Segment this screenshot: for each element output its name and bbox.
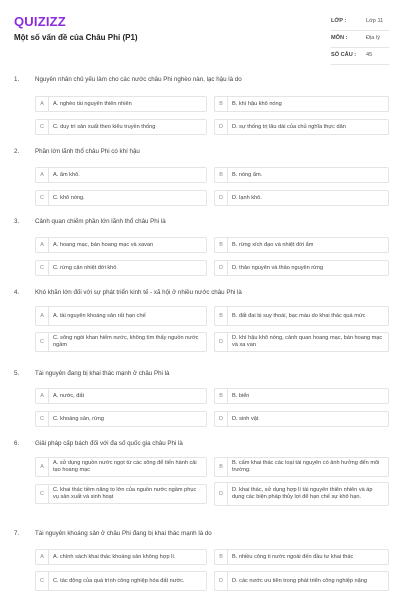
option-text: C. duy trì sản xuất theo kiểu truyền thống	[53, 123, 156, 130]
option-text: D. thảo nguyên và thảo nguyên rừng	[232, 264, 324, 271]
option-d[interactable]	[214, 190, 389, 206]
option-a[interactable]	[35, 306, 207, 326]
option-letter: D	[215, 191, 228, 205]
question-number: 7.	[14, 530, 20, 537]
question-text: Giải pháp cấp bách đối với đa số quốc gia châu Phi là	[35, 440, 183, 447]
option-letter: C	[36, 261, 49, 275]
option-b[interactable]	[214, 306, 389, 326]
option-d[interactable]	[214, 332, 389, 352]
option-letter: B	[215, 97, 228, 111]
option-a[interactable]	[35, 457, 207, 477]
option-letter: B	[215, 550, 228, 564]
option-letter: C	[36, 120, 49, 134]
question-number: 4.	[14, 289, 20, 296]
option-letter: D	[215, 572, 228, 590]
option-letter: B	[215, 389, 228, 403]
option-b[interactable]	[214, 167, 389, 183]
option-text: B. rừng xích đạo và nhiệt đới ẩm	[232, 241, 314, 248]
option-text: B. cấm khai thác các loại tài nguyên có ảnh hưởng đến môi trường.	[232, 460, 380, 473]
meta-subject-value: Địa lý	[366, 35, 380, 41]
option-b[interactable]	[214, 237, 389, 253]
option-b[interactable]	[214, 549, 389, 565]
option-text: B. biển	[232, 392, 250, 399]
meta-count-row	[331, 48, 389, 65]
option-text: D. sự thống trị lâu dài của chủ nghĩa thực dân	[232, 123, 346, 130]
option-letter: B	[215, 458, 228, 476]
option-letter: B	[215, 168, 228, 182]
option-text: C. khai thác tiềm năng to lớn của nguồn nước ngầm phục vụ sản xuất và sinh hoạt	[53, 487, 197, 500]
option-c[interactable]	[35, 190, 207, 206]
option-c[interactable]	[35, 119, 207, 135]
option-text: B. khí hậu khô nóng	[232, 100, 282, 107]
question-number: 5.	[14, 370, 20, 377]
option-letter: A	[36, 238, 49, 252]
option-letter: C	[36, 333, 49, 351]
meta-subject-row	[331, 31, 389, 48]
meta-class-row	[331, 14, 389, 31]
worksheet-meta	[331, 14, 389, 65]
worksheet-title: Một số vấn đề của Châu Phi (P1)	[14, 33, 138, 42]
option-text: D. khí hậu khô nóng, cảnh quan hoang mạc, bán hoang mạc và xa van	[232, 335, 383, 348]
option-letter: C	[36, 485, 49, 503]
option-text: D. khai thác, sử dụng hợp lí tài nguyên thiên nhiên và áp dụng các biện pháp thủy lợi để hạn chế sự khô hạn.	[232, 487, 373, 500]
option-letter: D	[215, 261, 228, 275]
question-text: Cảnh quan chiếm phần lớn lãnh thổ châu Phi là	[35, 218, 166, 225]
meta-class-label: LỚP :	[331, 18, 347, 24]
option-text: A. nước, đất	[53, 392, 85, 399]
option-letter: B	[215, 307, 228, 325]
option-a[interactable]	[35, 388, 207, 404]
question-text: Phần lớn lãnh thổ châu Phi có khí hậu	[35, 148, 140, 155]
option-text: D. sinh vật	[232, 415, 259, 422]
option-a[interactable]	[35, 549, 207, 565]
question-text: Khó khăn lớn đối với sự phát triển kinh tế - xã hội ở nhiều nước châu Phi là	[35, 289, 242, 296]
option-text: A. sử dụng nguồn nước ngọt từ các sông để tiến hành cải tạo hoang mạc	[53, 460, 197, 473]
option-text: A. tài nguyên khoáng sản rất hạn chế	[53, 312, 146, 319]
option-text: D. các nước ưu tiên trong phát triển công nghiệp nặng	[232, 577, 367, 584]
option-letter: C	[36, 412, 49, 426]
option-text: C. khô nóng.	[53, 194, 85, 201]
option-text: B. nóng ẩm.	[232, 171, 263, 178]
option-d[interactable]	[214, 260, 389, 276]
option-letter: C	[36, 191, 49, 205]
option-letter: A	[36, 168, 49, 182]
option-text: A. ẩm khô.	[53, 171, 80, 178]
option-text: C. tác động của quá trình công nghiệp hóa đất nước.	[53, 577, 185, 584]
option-d[interactable]	[214, 571, 389, 591]
option-a[interactable]	[35, 96, 207, 112]
option-letter: D	[215, 412, 228, 426]
option-b[interactable]	[214, 457, 389, 477]
option-c[interactable]	[35, 332, 207, 352]
question-text: Tài nguyên đang bị khai thác mạnh ở châu Phi là	[35, 370, 170, 377]
option-a[interactable]	[35, 167, 207, 183]
option-text: A. chính sách khai thác khoáng sản không hợp lí.	[53, 553, 176, 560]
option-c[interactable]	[35, 571, 207, 591]
option-c[interactable]	[35, 260, 207, 276]
option-letter: A	[36, 97, 49, 111]
option-c[interactable]	[35, 484, 207, 504]
option-letter: D	[215, 483, 228, 505]
option-text: C. khoáng sản, rừng	[53, 415, 105, 422]
option-b[interactable]	[214, 96, 389, 112]
option-text: B. đất đai bị suy thoái, bạc màu do khai thác quá mức	[232, 312, 366, 319]
question-text: Nguyên nhân chủ yếu làm cho các nước châu Phi nghèo nàn, lạc hậu là do	[35, 76, 242, 83]
option-text: D. lạnh khô.	[232, 194, 262, 201]
meta-class-value: Lớp 11	[366, 18, 384, 24]
option-letter: D	[215, 120, 228, 134]
option-c[interactable]	[35, 411, 207, 427]
option-text: A. nghèo tài nguyên thiên nhiên	[53, 100, 132, 107]
option-text: C. sông ngòi khan hiếm nước, không tìm thấy nguồn nước ngầm	[53, 335, 199, 348]
question-number: 6.	[14, 440, 20, 447]
option-letter: A	[36, 389, 49, 403]
option-text: C. rừng cận nhiệt đới khô	[53, 264, 117, 271]
option-d[interactable]	[214, 411, 389, 427]
option-letter: C	[36, 572, 49, 590]
option-letter: D	[215, 333, 228, 351]
option-b[interactable]	[214, 388, 389, 404]
meta-subject-label: MÔN :	[331, 35, 348, 41]
question-text: Tài nguyên khoáng sản ở châu Phi đang bị khai thác mạnh là do	[35, 530, 212, 537]
meta-count-value: 45	[366, 52, 373, 58]
meta-count-label: SỐ CÂU :	[331, 52, 357, 58]
question-number: 3.	[14, 218, 20, 225]
option-letter: B	[215, 238, 228, 252]
worksheet-header	[0, 0, 400, 62]
quizizz-logo: QUIZIZZ	[14, 14, 66, 29]
option-text: A. hoang mạc, bán hoang mạc và xavan	[53, 241, 154, 248]
question-number: 2.	[14, 148, 20, 155]
option-text: B. nhiều công ti nước ngoài đến đầu tư khai thác	[232, 553, 354, 560]
option-d[interactable]	[214, 482, 389, 506]
option-letter: A	[36, 458, 49, 476]
question-number: 1.	[14, 76, 20, 83]
option-letter: A	[36, 550, 49, 564]
option-letter: A	[36, 307, 49, 325]
option-a[interactable]	[35, 237, 207, 253]
option-d[interactable]	[214, 119, 389, 135]
